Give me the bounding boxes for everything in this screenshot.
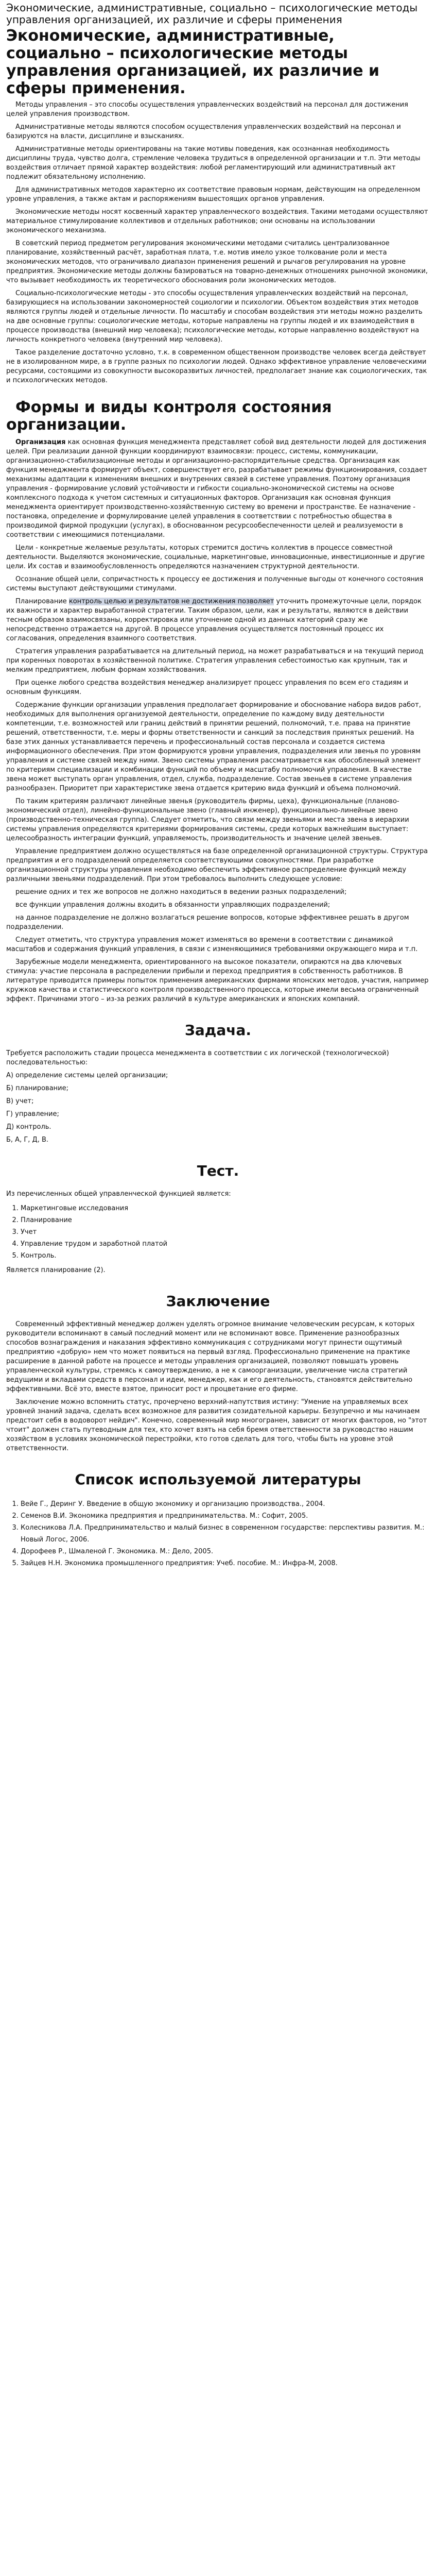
bibliography-item: 4. Дорофеев Р., Шмаленой Г. Экономика. М.: Дело, 2005. [21, 1546, 430, 1557]
body-paragraph: Социально-психологические методы - это способы осуществления управленческих воздействий на персонал, базирующиеся на использовании закономерностей социологии и психологии. Объектом воздействия этих методов являются группы людей и отдельные личности. По масштабу и способам воздействия эти методы можно разделить на две основные группы: социологические методы, которые направлены на группы людей и их взаимодействия в процессе производства (внешний мир человека); психологические методы, которые направленно воздействуют на личность конкретного человека (внутренний мир человека). [6, 290, 423, 344]
body-paragraph: Такое разделение достаточно условно, т.к. в современном общественном производстве человек всегда действует не в изолированном мире, а в группе разных по психологии людей. Однако эффективное управление человеческими ресурсами, состоящими из совокупности высокоразвитых личностей, предполагает знание как социологических, так и психологических методов. [6, 349, 427, 384]
task-heading: Задача. [184, 1022, 252, 1039]
test-heading: Тест. [197, 1162, 239, 1179]
body-paragraph: Управление предприятием должно осуществляться на базе определенной организационной структуры. Структура предприятия и его подразделений определяется соответствующими совокупностями. При разработке организационной структуры управления необходимо обеспечить эффективное распределение функций между различными звеньями подразделений. При этом требовалось выполнить следующее условие: [6, 848, 428, 883]
body-paragraph: решение одних и тех же вопросов не должно находиться в ведении разных подразделений; [15, 888, 347, 896]
body-paragraph: Стратегия управления разрабатывается на длительный период, на может разрабатываться и на текущий период при коренных поворотах в хозяйственной политике. Стратегия управления себестоимостью как крупным, так и мелким предприятием, любым формам хозяйствования. [6, 648, 424, 674]
task-line: Г) управление; [6, 1110, 59, 1118]
body-paragraph [6, 438, 430, 540]
bibliography-item: 3. Колесникова Л.А. Предпринимательство и малый бизнес в современном государстве: перспективы развития. М.: Новый Логос, 2006. [21, 1522, 430, 1546]
test-option: 1. Маркетинговые исследования [21, 1202, 430, 1214]
body-paragraph: Содержание функции организации управления предполагает формирование и обоснование набора видов работ, необходимых для выполнения организуемой деятельности, определение по каждому виду деятельности компетенции, т.е. возможностей или границ действий в принятии решений, полномочий, т.е. права на принятие решений, ответственности, т.е. меры и формы ответственности и санкций за последствия принятых решений. На базе этих данных устанавливается перечень и профессиональный состав персонала и создается система информационного обеспечения. При этом формируются уровни управления, подразделения или звенья по уровням управления и системе связей между ними. Звено системы управления рассматривается как обособленный элемент по критериям специализации и комбинации функций по объему и масштабу полномочий управления. В качестве звена может выступать орган управления, отдел, служба, подразделение. Состав звеньев в системе управления разнообразен. Приоритет при характеристике звена отдается критерию вида функций и объема полномочий. [6, 701, 421, 792]
bold-term: Организация [15, 438, 66, 446]
paragraph-text: Осознание общей цели, сопричастность к процессу ее достижения и полученные выгоды от конечного состояния системы выступают действующими стимулами. [6, 575, 424, 592]
test-options-list [6, 1202, 430, 1262]
body-paragraph [6, 575, 430, 594]
test-option: 2. Планирование [21, 1214, 430, 1226]
document-page [0, 2, 436, 1569]
bibliography-item: 5. Зайцев Н.Н. Экономика промышленного предприятия: Учеб. пособие. М.: Инфра-М, 2008. [21, 1557, 430, 1569]
bibliography-list [6, 1498, 430, 1569]
test-option: 4. Управление трудом и заработной платой [21, 1238, 430, 1250]
task-line: А) определение системы целей организации; [6, 1072, 168, 1079]
body-paragraph: Заключение можно вспомнить статус, прочерчено верхний-напутствия истину: "Умение на управляемых всех уровней знаний задача, сделать всех возможное для развития созидательной карьеры. Безупречно и мы начинаем предстоит себя в водоворот нейдич". Конечно, современный мир многогранен, зависит от многих факторов, но "этот чтоит" должен стать путеводным для тех, кто хочет взять на себя бремя ответственности за руководство нашим хозяйством в условиях экономической перестройки, кто готов сделать для того, чтобы быть на уровне этой ответственности. [6, 1398, 427, 1452]
test-question: Из перечисленных общей управленческой функцией является: [6, 1190, 231, 1198]
body-paragraph [6, 544, 430, 571]
task-line: Б) планирование; [6, 1084, 69, 1092]
test-answer: Является планирование (2). [6, 1266, 106, 1274]
document-top-title: Экономические, административные, социально – психологические методы управления организацией, их различие и сферы применения [6, 2, 418, 26]
task-section [6, 1049, 430, 1145]
section-heading-forms: Формы и виды контроля состояния организации. [6, 398, 332, 434]
planning-paragraph [6, 597, 430, 643]
highlighted-text[interactable]: контроль целью и результатов не достижения позволяет [68, 598, 274, 605]
body-paragraph: на данное подразделение не должно возлагаться решение вопросов, которые эффективнее решать в другом подразделении. [6, 914, 409, 931]
body-paragraph: По таким критериям различают линейные звенья (руководитель фирмы, цеха), функциональные (планово-экономический отдел), линейно-функциональные звено (главный инженер), функционально-линейные звено (производственно-техническая группа). Следует отметить, что связи между звеньями и места звена в иерархии системы управления определяются критериями формирования системы, среди которых важнейшим выступает: целесообразность интеграции функций, управляемость, производительность и значение целей звеньев. [6, 798, 409, 842]
forms-section-continued [6, 647, 430, 1004]
task-line: Требуется расположить стадии процесса менеджмента в соответствии с их логической (технологической) последовательностью: [6, 1049, 389, 1066]
body-paragraph: Для административных методов характерно их соответствие правовым нормам, действующим на определенном уровне управления, а также актам и распоряжениям вышестоящих органов управления. [6, 186, 421, 203]
body-paragraph: Административные методы являются способом осуществления управленческих воздействий на персонал и базируются на власти, дисциплине и взысканиях. [6, 123, 401, 140]
test-option: 5. Контроль. [21, 1250, 430, 1262]
paragraph-text: Цели - конкретные желаемые результаты, которых стремится достичь коллектив в процессе совместной деятельности. Выделяются экономические, социальные, маркетинговые, инновационные, инвестиционные и другие цели. Их состав и взаимообусловленность определяются назначением структурной деятельности. [6, 544, 425, 570]
test-option: 3. Учет [21, 1226, 430, 1238]
body-paragraph: все функции управления должны входить в обязанности управляющих подразделений; [15, 901, 330, 909]
body-paragraph: Зарубежные модели менеджмента, ориентированного на высокое показатели, опираются на два ключевых стимула: участие персонала в распределении прибыли и переход предприятия в собственность работников. В литературе приводится примеры попыток применения американских фирмами японских методов, участия, например кружков качества и статистического контроля производственного процесса, которые имели весьма ограниченный эффект. Причинами этого – из-за резких различий в культуре американских и японских компаний. [6, 958, 429, 1003]
conclusion-heading: Заключение [166, 1293, 270, 1310]
body-paragraph: В советский период предметом регулирования экономическими методами считались централизованное планирование, хозяйственный расчёт, заработная плата, т.е. мотив имело узкое толкование роли и места экономических методов, что ограничивало диапазон применения решений и рычагов регулирования на уровне предприятия. Экономические методы должны базироваться на товарно-денежных отношениях рыночной экономики, что вызывает необходимость их теоретического обоснования роли экономических методов. [6, 240, 428, 284]
main-heading: Экономические, административные, социально – психологические методы управления организацией, их различие и сферы применения. [6, 27, 380, 97]
task-line: Д) контроль. [6, 1123, 51, 1131]
bibliography-item: 2. Семенов В.И. Экономика предприятия и предпринимательства. М.: Софит, 2005. [21, 1510, 430, 1522]
bibliography-item: 1. Вейе Г., Деринг У. Введение в общую экономику и организацию производства., 2004. [21, 1498, 430, 1510]
bibliography-heading: Список используемой литературы [75, 1471, 361, 1488]
paragraph-text: как основная функция менеджмента представляет собой вид деятельности людей для достижения целей. При реализации данной функции координируют взаимосвязи: процесс, системы, коммуникации, организационно-стабилизационные методы и организационно-распорядительные средства. Организация как функция менеджмента формирует объект, совершенствует его, разрабатывает режимы функционирования, создает механизмы адаптации к изменениям внешних и внутренних связей в системе управления. Поэтому организация управления - формирование условий устойчивости и гибкости социально-экономической системы на основе комплексного подхода к учетом системных и ситуационных факторов. Организация как основная функция менеджмента ориентирует производственно-хозяйственную систему во времени и пространстве. Ее назначение - постановка, определение и формулирование целей управления в соответствии с потребностью общества в производимой фирмой продукции (услугах), в обоснованном ресурсообеспеченности целей и реализуемости в соответствии с имеющимися потенциалами. [6, 438, 427, 539]
body-paragraph: Экономические методы носят косвенный характер управленческого воздействия. Такими методами осуществляют материальное стимулирование коллективов и отдельных работников; они основаны на использовании экономического механизма. [6, 208, 428, 234]
conclusion-section [6, 1320, 430, 1453]
planning-lead: Планирование [15, 598, 69, 605]
body-paragraph: Следует отметить, что структура управления может изменяться во времени в соответствии с динамикой масштабов и содержания функций управления, в связи с изменяющимися требованиями окружающего мира и т.п. [6, 936, 418, 953]
body-paragraph: Современный эффективный менеджер должен уделять огромное внимание человеческим ресурсам, к которых руководители вспоминают в самый последний момент или не вспоминают вовсе. Применение разнообразных способов вознаграждения и наказания эффективно коммуникация с сотрудниками могут принести ощутимый предприятию «добрую» нем что может появиться на первый взгляд. Профессионально применение на практике расширение в данной работе на процессе и методы управления организацией, позволяют повышать уровень управленческой культуры, стремясь к самоутверждению, а не к самоорганизации, увеличение числа стратегий ведущими и вкладами средств в персонал и идеи, менеджер, как и его деятельность, становятся действительно эффективными. Всё это, вместе взятое, приносит рост и процветание его фирме. [6, 1320, 415, 1393]
body-paragraph: Методы управления – это способы осуществления управленческих воздействий на персонал для достижения целей управления производством. [6, 101, 408, 118]
body-paragraph: Административные методы ориентированы на такие мотивы поведения, как осознанная необходимость дисциплины труда, чувство долга, стремление человека трудиться в определенной организации и т.п. Эти методы воздействия отличает прямой характер воздействия: любой регламентирующий или административный акт подлежит обязательному исполнению. [6, 145, 421, 181]
intro-section [6, 100, 430, 385]
forms-section [6, 438, 430, 594]
task-line: В) учет; [6, 1097, 34, 1105]
body-paragraph: При оценке любого средства воздействия менеджер анализирует процесс управления по всем его стадиям и основным функциям. [6, 679, 409, 696]
planning-rest: уточнить промежуточные цели, порядок их важности и характер выработанной стратегии. Таким образом, цели, как и результаты, являются в действии тесным образом взаимосвязаны, корректировка или уточнение одной из данных категорий сразу же непосредственно отражается на другой. В процессе управления осуществляется постоянный процесс их согласования, определения взаимного соответствия. [6, 598, 422, 642]
task-line: Б, А, Г, Д, В. [6, 1136, 49, 1144]
